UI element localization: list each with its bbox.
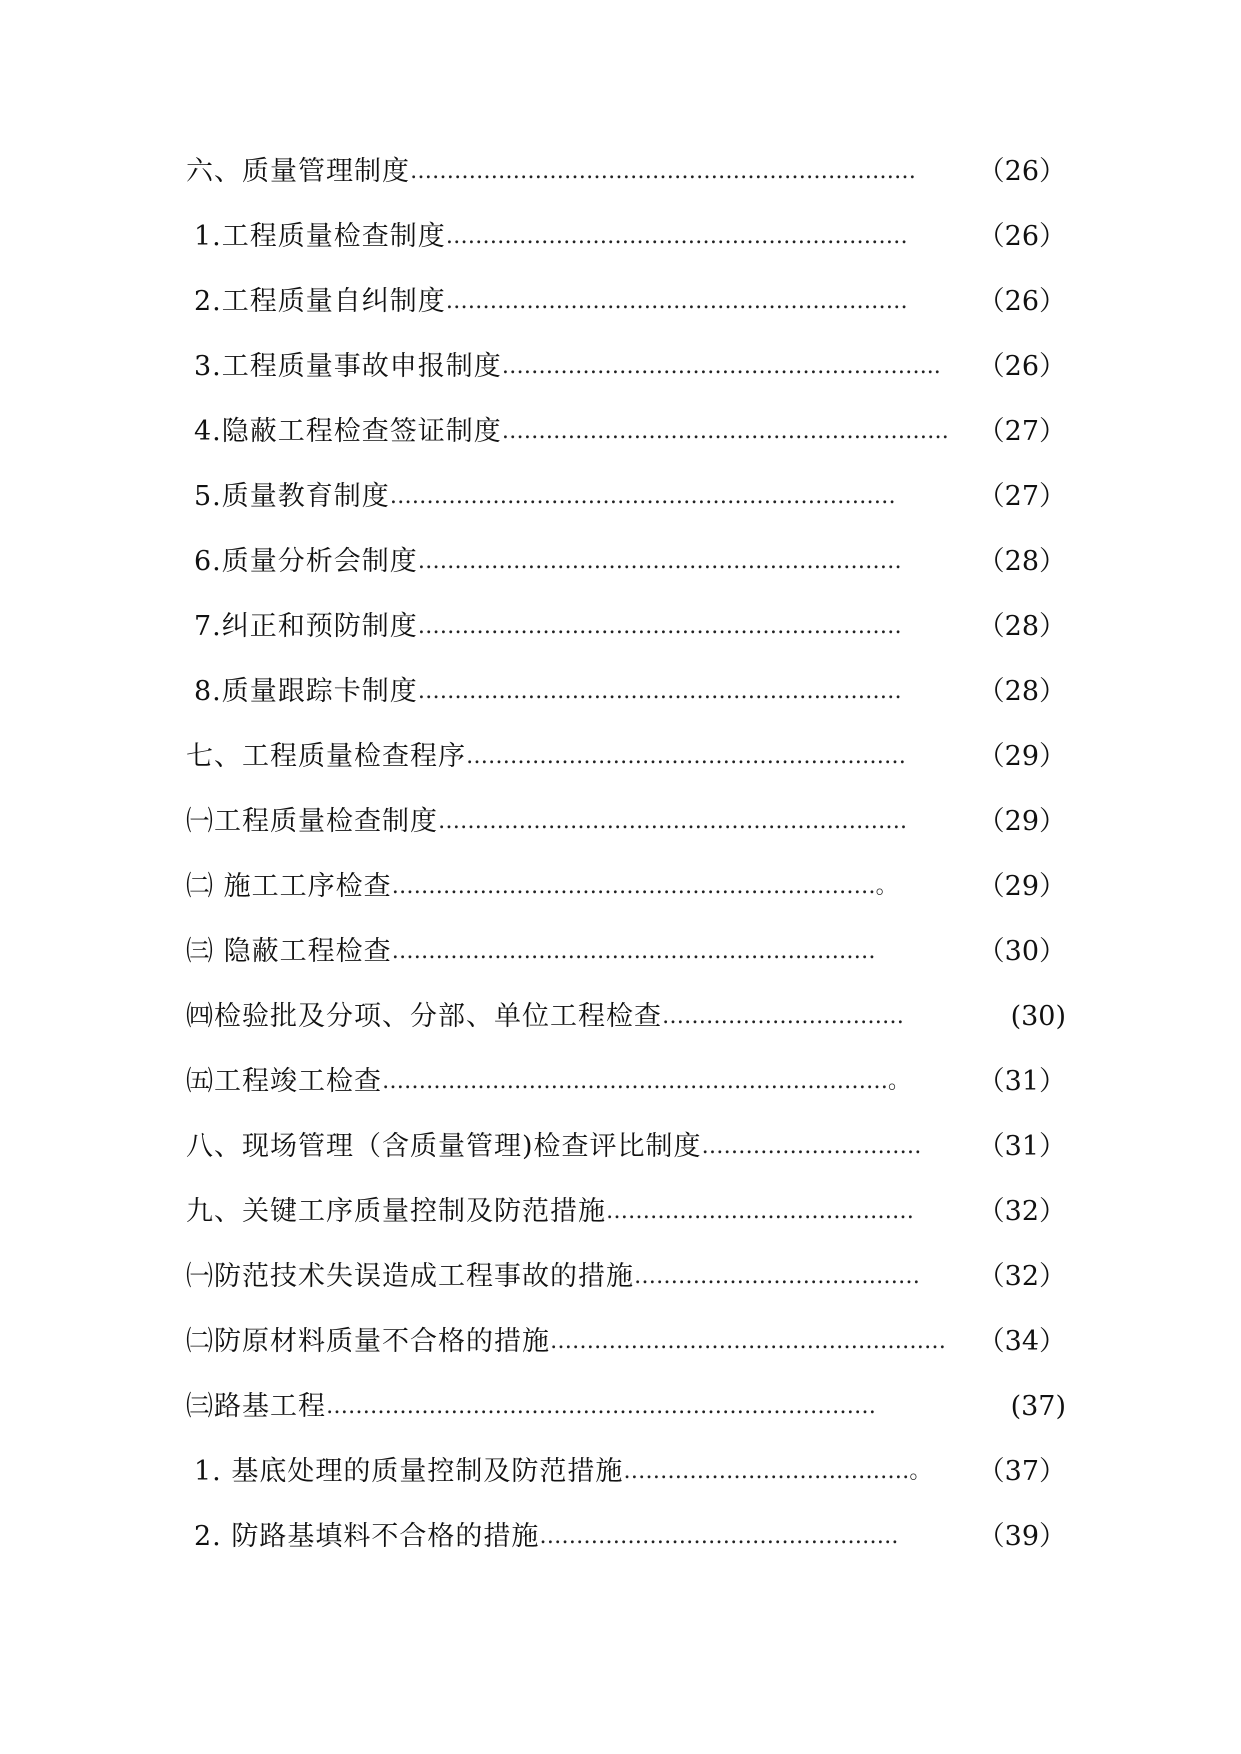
toc-entry-leader: …………………………………。 bbox=[623, 1459, 932, 1484]
toc-entry-leader: …………………………… bbox=[662, 1004, 904, 1029]
toc-entry-title: 7.纠正和预防制度 bbox=[194, 611, 418, 642]
toc-entry-page: （29） bbox=[977, 741, 1066, 772]
toc-entry-title: 八、现场管理（含质量管理)检查评比制度 bbox=[186, 1131, 702, 1162]
toc-entry-title: 2. 防路基填料不合格的措施 bbox=[194, 1521, 540, 1552]
toc-entry-page: （39） bbox=[977, 1521, 1066, 1552]
toc-entry-title: ㈢ 隐蔽工程检查 bbox=[186, 936, 392, 967]
toc-entry bbox=[186, 347, 1066, 412]
toc-entry-page: (30) bbox=[1010, 1001, 1066, 1032]
toc-entry bbox=[186, 1062, 1066, 1127]
toc-entry bbox=[186, 542, 1066, 607]
toc-entry-title: ㈤工程竣工检查 bbox=[186, 1066, 382, 1097]
toc-entry-leader: …………………………………………………... bbox=[501, 354, 941, 379]
toc-entry-title: ㈢路基工程 bbox=[186, 1391, 326, 1422]
toc-entry bbox=[186, 477, 1066, 542]
toc-entry-page: （26） bbox=[977, 286, 1066, 317]
toc-entry bbox=[186, 737, 1066, 802]
toc-entry-page: （31） bbox=[977, 1066, 1066, 1097]
toc-entry-leader: …………………………………………. bbox=[539, 1524, 899, 1549]
toc-entry-page: （32） bbox=[977, 1196, 1066, 1227]
toc-entry-title: 1.工程质量检查制度 bbox=[194, 221, 446, 252]
toc-entry-leader: ……………………………………………………. bbox=[501, 419, 949, 444]
toc-entry-page: （30） bbox=[977, 936, 1066, 967]
toc-entry-leader: ……………………………………………………………。 bbox=[382, 1069, 911, 1094]
toc-entry bbox=[186, 867, 1066, 932]
toc-entry-title: 8.质量跟踪卡制度 bbox=[194, 676, 418, 707]
toc-entry-page: （28） bbox=[977, 546, 1066, 577]
toc-entry-page: （26） bbox=[977, 221, 1066, 252]
toc-entry-page: （29） bbox=[977, 871, 1066, 902]
toc-entry-title: 3.工程质量事故申报制度 bbox=[194, 351, 502, 382]
toc-entry bbox=[186, 282, 1066, 347]
toc-entry-leader: …………………………………… bbox=[606, 1199, 914, 1224]
toc-entry-title: 6.质量分析会制度 bbox=[194, 546, 418, 577]
toc-entry bbox=[186, 802, 1066, 867]
toc-entry-leader: ………………………………………………………… bbox=[391, 939, 876, 964]
toc-entry bbox=[186, 412, 1066, 477]
toc-entry-page: （26） bbox=[977, 351, 1066, 382]
toc-entry-page: （27） bbox=[977, 481, 1066, 512]
toc-entry-leader: ……………………………………………………… bbox=[445, 289, 908, 314]
toc-entry-title: 5.质量教育制度 bbox=[194, 481, 390, 512]
toc-entry-page: （26） bbox=[977, 156, 1066, 187]
toc-entry bbox=[186, 1517, 1066, 1582]
toc-entry-leader: …………………………………………………… bbox=[466, 744, 906, 769]
toc-entry bbox=[186, 607, 1066, 672]
toc-entry-leader: ………………………………………………………… bbox=[417, 549, 902, 574]
toc-entry-title: ㈡ 施工工序检查 bbox=[186, 871, 392, 902]
toc-entry-page: （32） bbox=[977, 1261, 1066, 1292]
toc-entry-leader: ……………………………………………… bbox=[550, 1329, 946, 1354]
toc-entry-title: ㈡防原材料质量不合格的措施 bbox=[186, 1326, 550, 1357]
toc-entry bbox=[186, 1452, 1066, 1517]
toc-entry-leader: ………………………………………………………………… bbox=[326, 1394, 876, 1419]
toc-entry bbox=[186, 1127, 1066, 1192]
toc-entry bbox=[186, 672, 1066, 737]
toc-entry-leader: …………………………………………………………… bbox=[410, 159, 916, 184]
toc-entry-leader: ………………………………… bbox=[634, 1264, 920, 1289]
toc-entry-leader: …………………………………………………………… bbox=[389, 484, 896, 509]
toc-entry-title: 九、关键工序质量控制及防范措施 bbox=[186, 1196, 606, 1227]
toc-entry-page: （27） bbox=[977, 416, 1066, 447]
toc-entry-title: 六、质量管理制度 bbox=[186, 156, 410, 187]
toc-entry-leader: ……………………………………………………… bbox=[445, 224, 908, 249]
toc-entry-page: （37） bbox=[977, 1456, 1066, 1487]
toc-entry bbox=[186, 1257, 1066, 1322]
toc-entry-title: 2.工程质量自纠制度 bbox=[194, 286, 446, 317]
toc-entry-leader: ………………………… bbox=[701, 1134, 922, 1159]
toc-entry-title: ㈣检验批及分项、分部、单位工程检查 bbox=[186, 1001, 662, 1032]
toc-entry bbox=[186, 997, 1066, 1062]
toc-entry bbox=[186, 217, 1066, 282]
toc-entry-page: （31） bbox=[977, 1131, 1066, 1162]
toc-entry-page: （28） bbox=[977, 676, 1066, 707]
toc-entry-page: （29） bbox=[977, 806, 1066, 837]
toc-entry bbox=[186, 1387, 1066, 1452]
toc-entry-leader: ………………………………………………………… bbox=[417, 614, 902, 639]
toc-entry-leader: ………………………………………………………… bbox=[417, 679, 902, 704]
toc-entry-leader: …………………………………………………………。 bbox=[391, 874, 898, 899]
toc-entry bbox=[186, 932, 1066, 997]
toc-entry-page: （28） bbox=[977, 611, 1066, 642]
toc-entry-page: （34） bbox=[977, 1326, 1066, 1357]
toc-entry-title: 4.隐蔽工程检查签证制度 bbox=[194, 416, 502, 447]
toc-entry bbox=[186, 152, 1066, 217]
toc-entry-title: ㈠工程质量检查制度 bbox=[186, 806, 438, 837]
toc-entry-title: ㈠防范技术失误造成工程事故的措施 bbox=[186, 1261, 634, 1292]
toc-entry-page: (37) bbox=[1010, 1391, 1066, 1422]
toc-entry-title: 1. 基底处理的质量控制及防范措施 bbox=[194, 1456, 624, 1487]
toc-entry bbox=[186, 1192, 1066, 1257]
table-of-contents bbox=[186, 152, 1066, 1582]
toc-entry bbox=[186, 1322, 1066, 1387]
toc-entry-title: 七、工程质量检查程序 bbox=[186, 741, 466, 772]
toc-entry-leader: ………………………………………………………. bbox=[438, 809, 907, 834]
